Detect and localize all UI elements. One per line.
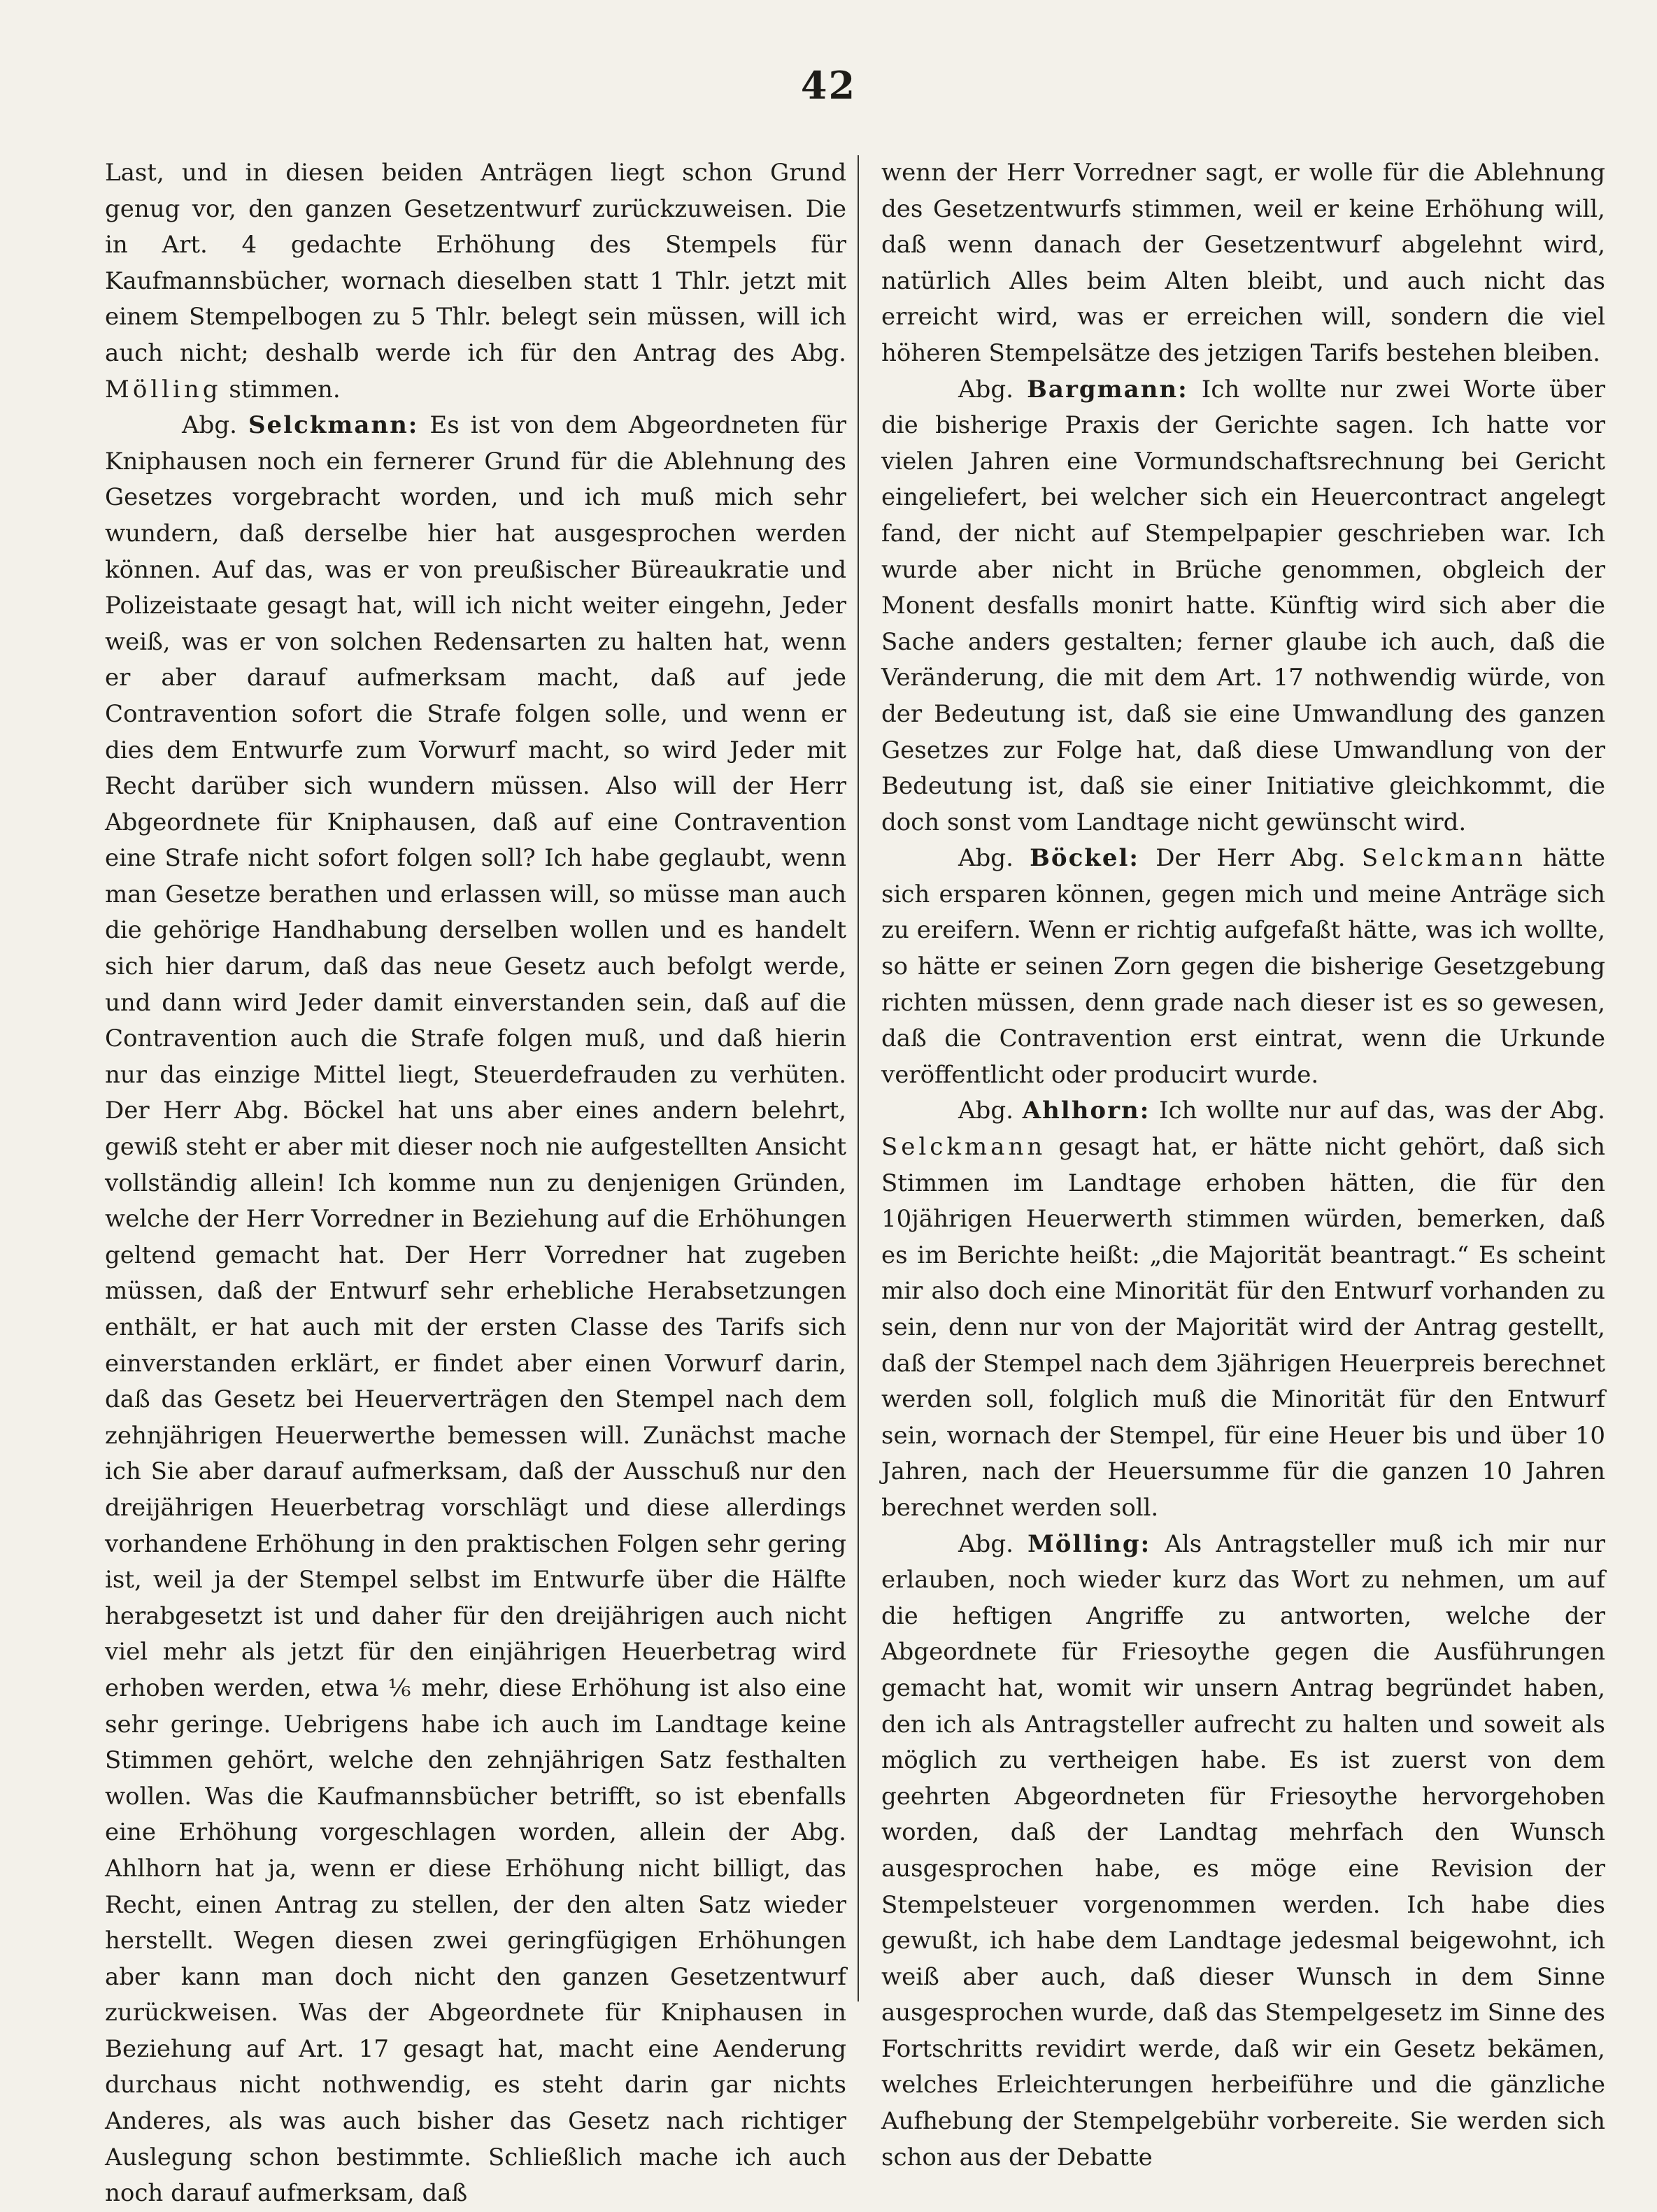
column-divider xyxy=(858,155,859,2001)
speaker-name: Bargmann: xyxy=(1027,375,1188,404)
spaced-name: Selckmann xyxy=(881,1133,1046,1162)
spaced-name: Selckmann xyxy=(1361,844,1527,873)
speaker-name: Mölling: xyxy=(1027,1529,1151,1558)
paragraph-text: Abg. xyxy=(958,1529,1028,1558)
speaker-name: Selckmann: xyxy=(248,411,419,440)
paragraph-text: stimmen. xyxy=(221,375,341,404)
paragraph xyxy=(881,372,1605,841)
paragraph xyxy=(881,841,1605,1093)
paragraph-text: Last, und in diesen beiden Anträgen liegt schon Grund genug vor, den ganzen Gesetzentwurf zurückzuweisen. Die in Art. 4 gedachte Erhöhung des Stempels für Kaufmannsbücher, wornach dieselben statt 1 Thlr. jetzt mit einem Stempelbogen zu 5 Thlr. belegt sein müssen, will ich auch nicht; deshalb werde ich für den Antrag des Abg. xyxy=(105,159,846,367)
paragraph xyxy=(881,1093,1605,1526)
paragraph-text: Als Antragsteller muß ich mir nur erlauben, noch wieder kurz das Wort zu nehmen, um auf die heftigen Angriffe zu antworten, welche der Abgeordnete für Friesoythe gegen die Ausführungen gemacht hat, womit wir unsern Antrag begründet haben, den ich als Antragsteller aufrecht zu halten und soweit als möglich zu vertheigen habe. Es ist zuerst von dem geehrten Abgeordneten für Friesoythe hervorgehoben worden, daß der Landtag mehrfach den Wunsch ausgesprochen habe, es möge eine Revision der Stempelsteuer vorgenommen werden. Ich habe dies gewußt, ich habe dem Landtage jedesmal beigewohnt, ich weiß aber auch, daß dieser Wunsch in dem Sinne ausgesprochen wurde, daß das Stempelgesetz im Sinne des Fortschritts revidirt werde, daß wir ein Gesetz bekämen, welches Erleichterungen herbeiführe und die gänzliche Aufhebung der Stempelgebühr vorbereite. Sie werden sich schon aus der Debatte xyxy=(881,1529,1605,2171)
speaker-name: Ahlhorn: xyxy=(1022,1097,1151,1125)
paragraph xyxy=(881,155,1605,372)
paragraph-text: Ich wollte nur auf das, was der Abg. xyxy=(1150,1097,1605,1125)
paragraph-text: Es ist von dem Abgeordneten für Kniphausen noch ein fernerer Grund für die Ablehnung des Gesetzes vorgebracht worden, und ich muß mich sehr wundern, daß derselbe hier hat ausgesprochen werden können. Auf das, was er von preußischer Büreaukratie und Polizeistaate gesagt hat, will ich nicht weiter eingehn, Jeder weiß, was er von solchen Redensarten zu halten hat, wenn er aber darauf aufmerksam macht, daß auf jede Contravention sofort die Strafe folgen solle, und wenn er dies dem Entwurfe zum Vorwurf macht, so wird Jeder mit Recht darüber sich wundern müssen. Also will der Herr Abgeordnete für Kniphausen, daß auf eine Contravention eine Strafe nicht sofort folgen soll? Ich habe geglaubt, wenn man Gesetze berathen und erlassen will, so müsse man auch die gehörige Handhabung derselben wollen und es handelt sich hier darum, daß das neue Gesetz auch befolgt werde, und dann wird Jeder damit einverstanden sein, daß auf die Contravention auch die Strafe folgen muß, und daß hierin nur das einzige Mittel liegt, Steuerdefrauden zu verhüten. Der Herr Abg. Böckel hat uns aber eines andern belehrt, gewiß steht er aber mit dieser noch nie aufgestellten Ansicht vollständig allein! Ich komme nun zu denjenigen Gründen, welche der Herr Vorredner in Beziehung auf die Erhöhungen geltend gemacht hat. Der Herr Vorredner hat zugeben müssen, daß der Entwurf sehr erhebliche Herabsetzungen enthält, er hat auch mit der ersten Classe des Tarifs sich einverstanden erklärt, er findet aber einen Vorwurf darin, daß das Gesetz bei Heuerverträgen den Stempel nach dem zehnjährigen Heuerwerthe bemessen will. Zunächst mache ich Sie aber darauf aufmerksam, daß der Ausschuß nur den dreijährigen Heuerbetrag vorschlägt und diese allerdings vorhandene Erhöhung in den praktischen Folgen sehr gering ist, weil ja der Stempel selbst im Entwurfe über die Hälfte herabgesetzt ist und daher für den dreijährigen auch nicht viel mehr als jetzt für den einjährigen Heuerbetrag wird erhoben werden, etwa ⅙ mehr, diese Erhöhung ist also eine sehr geringe. Uebrigens habe ich auch im Landtage keine Stimmen gehört, welche den zehnjährigen Satz festhalten wollen. Was die Kaufmannsbücher betrifft, so ist ebenfalls eine Erhöhung vorgeschlagen worden, allein der Abg. Ahlhorn hat ja, wenn er diese Erhöhung nicht billigt, das Recht, einen Antrag zu stellen, der den alten Satz wieder herstellt. Wegen diesen zwei geringfügigen Erhöhungen aber kann man doch nicht den ganzen Gesetzentwurf zurückweisen. Was der Abgeordnete für Kniphausen in Beziehung auf Art. 17 gesagt hat, macht eine Aenderung durchaus nicht nothwendig, es steht darin gar nichts Anderes, als was auch bisher das Gesetz nach richtiger Auslegung schon bestimmte. Schließlich mache ich auch noch darauf aufmerksam, daß xyxy=(105,411,846,2208)
paragraph-text: Ich wollte nur zwei Worte über die bisherige Praxis der Gerichte sagen. Ich hatte vor vielen Jahren eine Vormundschaftsrechnung bei Gericht eingeliefert, bei welcher sich ein Heuercontract angelegt fand, der nicht auf Stempelpapier geschrieben war. Ich wurde aber nicht in Brüche genommen, obgleich der Monent desfalls monirt hatte. Künftig wird sich aber die Sache anders gestalten; ferner glaube ich auch, daß die Veränderung, die mit dem Art. 17 nothwendig würde, von der Bedeutung ist, daß sie eine Umwandlung des ganzen Gesetzes zur Folge hat, daß diese Umwandlung von der Bedeutung ist, daß sie einer Initiative gleichkommt, die doch sonst vom Landtage nicht gewünscht wird. xyxy=(881,375,1605,836)
paragraph-text: Abg. xyxy=(958,1097,1023,1125)
speaker-name: Böckel: xyxy=(1030,844,1139,873)
spaced-name: Mölling xyxy=(105,375,222,404)
paragraph-text: gesagt hat, er hätte nicht gehört, daß sich Stimmen im Landtage erhoben hätten, die für den 10jährigen Heuerwerth stimmen würden, bemerken, daß es im Berichte heißt: „die Majorität beantragt.“ Es scheint mir also doch eine Minorität für den Entwurf vorhanden zu sein, denn nur von der Majorität wird der Antrag gestellt, daß der Stempel nach dem 3jährigen Heuerpreis berechnet werden soll, folglich muß die Minorität für den Entwurf sein, wornach der Stempel, für eine Heuer bis und über 10 Jahren, nach der Heuersumme für die ganzen 10 Jahren berechnet werden soll. xyxy=(881,1133,1605,1522)
paragraph xyxy=(105,155,846,408)
paragraph-text: Abg. xyxy=(958,844,1030,873)
paragraph-text: wenn der Herr Vorredner sagt, er wolle für die Ablehnung des Gesetzentwurfs stimmen, weil er keine Erhöhung will, daß wenn danach der Gesetzentwurf abgelehnt wird, natürlich Alles beim Alten bleibt, und auch nicht das erreicht wird, was er erreichen will, sondern die viel höheren Stempelsätze des jetzigen Tarifs bestehen bleiben. xyxy=(881,159,1605,367)
paragraph-text: hätte sich ersparen können, gegen mich und meine Anträge sich zu ereifern. Wenn er richtig aufgefaßt hätte, was ich wollte, so hätte er seinen Zorn gegen die bisherige Gesetzgebung richten müssen, denn grade nach dieser ist es so gewesen, daß die Contravention erst eintrat, wenn die Urkunde veröffentlicht oder producirt wurde. xyxy=(881,844,1605,1089)
page-number: 42 xyxy=(800,63,857,108)
paragraph xyxy=(881,1527,1605,2176)
left-column xyxy=(105,155,846,2212)
paragraph-text: Abg. xyxy=(958,375,1027,404)
paragraph xyxy=(105,408,846,2212)
paragraph-text: Der Herr Abg. xyxy=(1139,844,1362,873)
right-column xyxy=(881,155,1605,2176)
paragraph-text: Abg. xyxy=(182,411,248,440)
